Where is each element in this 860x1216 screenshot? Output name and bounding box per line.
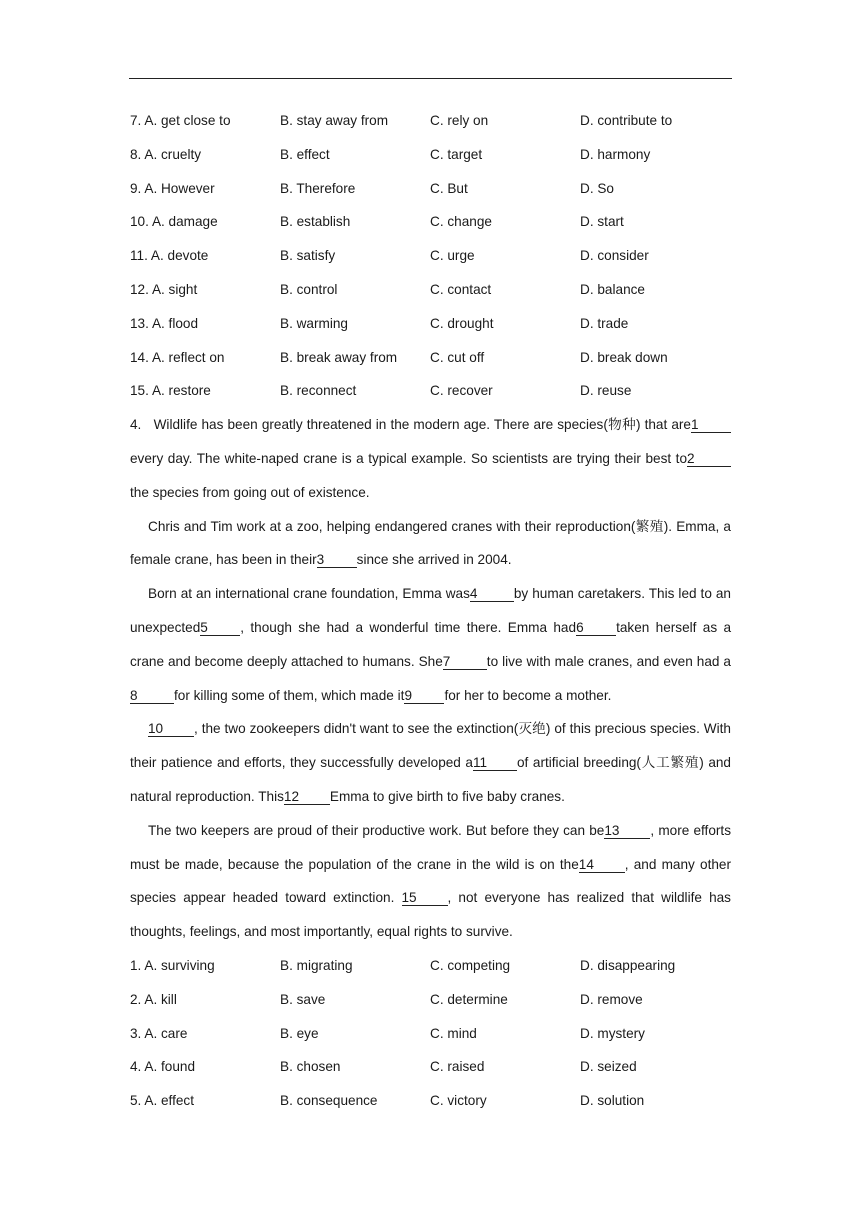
option-row (130, 239, 731, 273)
blank-10[interactable]: 10 (148, 721, 194, 737)
option-b[interactable] (280, 949, 430, 983)
blank-6[interactable]: 6 (576, 620, 616, 636)
option-row (130, 949, 731, 983)
option-text: D. reuse (580, 383, 632, 399)
option-text: D. balance (580, 281, 645, 297)
option-text: C. raised (430, 1059, 485, 1075)
option-text: A. kill (144, 991, 177, 1007)
option-d[interactable] (580, 307, 731, 341)
blank-1[interactable]: 1 (691, 417, 731, 433)
options-top (130, 104, 731, 408)
blank-5[interactable]: 5 (200, 620, 240, 636)
option-d[interactable] (580, 341, 731, 375)
option-c[interactable] (430, 949, 580, 983)
passage-paragraph-1: 4. Wildlife has been greatly threatened in the modern age. There are species(物种) that are1every day. The white-naped crane is a typical example. So scientists are trying their best to2the species from going out of existence. (130, 408, 731, 509)
option-text: D. start (580, 214, 624, 230)
option-text: C. urge (430, 248, 475, 264)
option-a[interactable] (130, 172, 280, 206)
option-row (130, 307, 731, 341)
option-text: A. effect (144, 1093, 194, 1109)
option-b[interactable] (280, 1017, 430, 1051)
option-row (130, 205, 731, 239)
option-text: C. change (430, 214, 492, 230)
option-b[interactable] (280, 983, 430, 1017)
content (130, 104, 731, 1118)
option-text: A. found (144, 1059, 196, 1075)
question-number: 5. (130, 1093, 142, 1109)
blank-15[interactable]: 15 (402, 890, 448, 906)
option-a[interactable] (130, 138, 280, 172)
option-text: B. satisfy (280, 248, 336, 264)
option-text: B. break away from (280, 349, 398, 365)
option-text: D. mystery (580, 1025, 645, 1041)
option-c[interactable] (430, 273, 580, 307)
option-text: C. cut off (430, 349, 485, 365)
option-text: D. remove (580, 991, 643, 1007)
option-text: C. competing (430, 957, 511, 973)
option-text: D. solution (580, 1093, 645, 1109)
option-c[interactable] (430, 341, 580, 375)
option-b[interactable] (280, 1084, 430, 1118)
passage-paragraph-4: 10 , the two zookeepers didn't want to see the extinction(灭绝) of this precious species. With their patience and efforts, they successfully developed a11 of artificial breeding(人工繁殖) and natural reproduction. This12 Emma to give birth to five baby cranes. (130, 721, 731, 804)
option-b[interactable] (280, 1050, 430, 1084)
option-a[interactable] (130, 1084, 280, 1118)
option-a[interactable] (130, 949, 280, 983)
blank-14[interactable]: 14 (579, 857, 625, 873)
option-text: D. So (580, 180, 614, 196)
option-text: A. reflect on (151, 349, 225, 365)
option-text: A. damage (151, 214, 218, 230)
option-a[interactable] (130, 983, 280, 1017)
option-c[interactable] (430, 983, 580, 1017)
passage-paragraph-2: Chris and Tim work at a zoo, helping endangered cranes with their reproduction(繁殖). Emma, a female crane, has been in their3 since she arrived in 2004. (130, 518, 731, 568)
option-row (130, 341, 731, 375)
question-number: 13. (130, 315, 149, 331)
question-number: 1. (130, 957, 142, 973)
option-b[interactable] (280, 239, 430, 273)
option-text: A. restore (151, 383, 211, 399)
question-number: 12. (130, 281, 149, 297)
option-b[interactable] (280, 104, 430, 138)
option-text: C. determine (430, 991, 508, 1007)
option-a[interactable] (130, 1050, 280, 1084)
blank-8[interactable]: 8 (130, 688, 174, 704)
blank-2[interactable]: 2 (687, 451, 731, 467)
option-text: B. save (280, 991, 326, 1007)
option-text: A. However (144, 180, 215, 196)
option-text: B. consequence (280, 1093, 378, 1109)
option-d[interactable] (580, 172, 731, 206)
question-number: 11. (130, 248, 148, 264)
option-d[interactable] (580, 949, 731, 983)
option-text: D. break down (580, 349, 668, 365)
option-c[interactable] (430, 172, 580, 206)
option-row (130, 983, 731, 1017)
blank-3[interactable]: 3 (317, 552, 357, 568)
option-text: C. victory (430, 1093, 487, 1109)
option-a[interactable] (130, 273, 280, 307)
option-text: B. Therefore (280, 180, 356, 196)
option-text: A. get close to (144, 113, 231, 128)
option-row (130, 273, 731, 307)
option-b[interactable] (280, 341, 430, 375)
question-number: 14. (130, 349, 149, 365)
option-text: B. establish (280, 214, 351, 230)
option-c[interactable] (430, 1050, 580, 1084)
option-a[interactable] (130, 307, 280, 341)
option-d[interactable] (580, 374, 731, 408)
option-d[interactable] (580, 104, 731, 138)
option-a[interactable] (130, 239, 280, 273)
option-text: B. stay away from (280, 113, 389, 128)
question-number: 8. (130, 146, 142, 162)
option-c[interactable] (430, 239, 580, 273)
blank-11[interactable]: 11 (473, 755, 517, 771)
option-text: D. trade (580, 315, 629, 331)
option-d[interactable] (580, 1050, 731, 1084)
option-c[interactable] (430, 104, 580, 138)
option-row (130, 1050, 731, 1084)
option-c[interactable] (430, 205, 580, 239)
option-text: B. reconnect (280, 383, 357, 399)
option-text: D. disappearing (580, 957, 676, 973)
option-text: D. harmony (580, 146, 651, 162)
blank-13[interactable]: 13 (604, 823, 650, 839)
option-b[interactable] (280, 138, 430, 172)
question-number: 10. (130, 214, 149, 230)
option-text: B. eye (280, 1025, 319, 1041)
header-rule (129, 78, 732, 79)
option-text: D. seized (580, 1059, 637, 1075)
option-text: C. target (430, 146, 483, 162)
option-c[interactable] (430, 374, 580, 408)
option-c[interactable] (430, 138, 580, 172)
option-row (130, 1017, 731, 1051)
option-text: C. recover (430, 383, 493, 399)
option-c[interactable] (430, 1017, 580, 1051)
option-d[interactable] (580, 239, 731, 273)
blank-4[interactable]: 4 (470, 586, 514, 602)
option-row (130, 104, 731, 138)
option-row (130, 138, 731, 172)
option-row (130, 1084, 731, 1118)
option-b[interactable] (280, 307, 430, 341)
option-text: A. devote (150, 248, 209, 264)
question-number: 15. (130, 383, 149, 399)
option-d[interactable] (580, 273, 731, 307)
blank-12[interactable]: 12 (284, 789, 330, 805)
option-a[interactable] (130, 374, 280, 408)
options-bottom (130, 949, 731, 1118)
option-text: C. mind (430, 1025, 477, 1041)
option-b[interactable] (280, 205, 430, 239)
option-a[interactable] (130, 341, 280, 375)
option-text: A. surviving (144, 957, 215, 973)
option-row (130, 172, 731, 206)
question-number: 9. (130, 180, 142, 196)
option-a[interactable] (130, 1017, 280, 1051)
blank-7[interactable]: 7 (443, 654, 487, 670)
option-text: C. But (430, 180, 468, 196)
passage-paragraph-5: The two keepers are proud of their productive work. But before they can be13 , more efforts must be made, because the population of the crane in the wild is on the14 , and many other species appear headed toward extinction. 15 , not everyone has realized that wildlife has thoughts, feelings, and most importantly, equal rights to survive. (130, 822, 732, 940)
question-number: 3. (130, 1025, 142, 1041)
option-b[interactable] (280, 273, 430, 307)
question-number: 4. (130, 1059, 142, 1075)
option-a[interactable] (130, 104, 280, 138)
option-text: C. contact (430, 281, 492, 297)
option-a[interactable] (130, 205, 280, 239)
question-number: 2. (130, 991, 142, 1007)
blank-9[interactable]: 9 (404, 688, 444, 704)
option-text: B. warming (280, 315, 348, 331)
option-text: B. effect (280, 146, 330, 162)
passage-paragraph-3: Born at an international crane foundation, Emma was4 by human caretakers. This led to an unexpected5 , though she had a wonderful time there. Emma had6 taken herself as a crane and become deeply attached to humans. She7 to live with male cranes, and even had a8 for killing some of them, which made it9 for her to become a mother. (130, 586, 732, 703)
question-number: 7. (130, 113, 142, 128)
option-c[interactable] (430, 1084, 580, 1118)
option-text: A. cruelty (144, 146, 202, 162)
option-d[interactable] (580, 205, 731, 239)
option-text: A. sight (151, 281, 198, 297)
option-row (130, 374, 731, 408)
option-text: A. flood (151, 315, 199, 331)
option-d[interactable] (580, 983, 731, 1017)
option-text: D. contribute to (580, 113, 673, 128)
option-text: C. drought (430, 315, 494, 331)
option-b[interactable] (280, 172, 430, 206)
option-b[interactable] (280, 374, 430, 408)
option-text: D. consider (580, 248, 649, 264)
option-c[interactable] (430, 307, 580, 341)
option-text: B. migrating (280, 957, 353, 973)
option-text: C. rely on (430, 113, 489, 128)
option-d[interactable] (580, 138, 731, 172)
option-text: B. control (280, 281, 338, 297)
option-text: B. chosen (280, 1059, 341, 1075)
option-d[interactable] (580, 1084, 731, 1118)
option-d[interactable] (580, 1017, 731, 1051)
option-text: A. care (144, 1025, 188, 1041)
